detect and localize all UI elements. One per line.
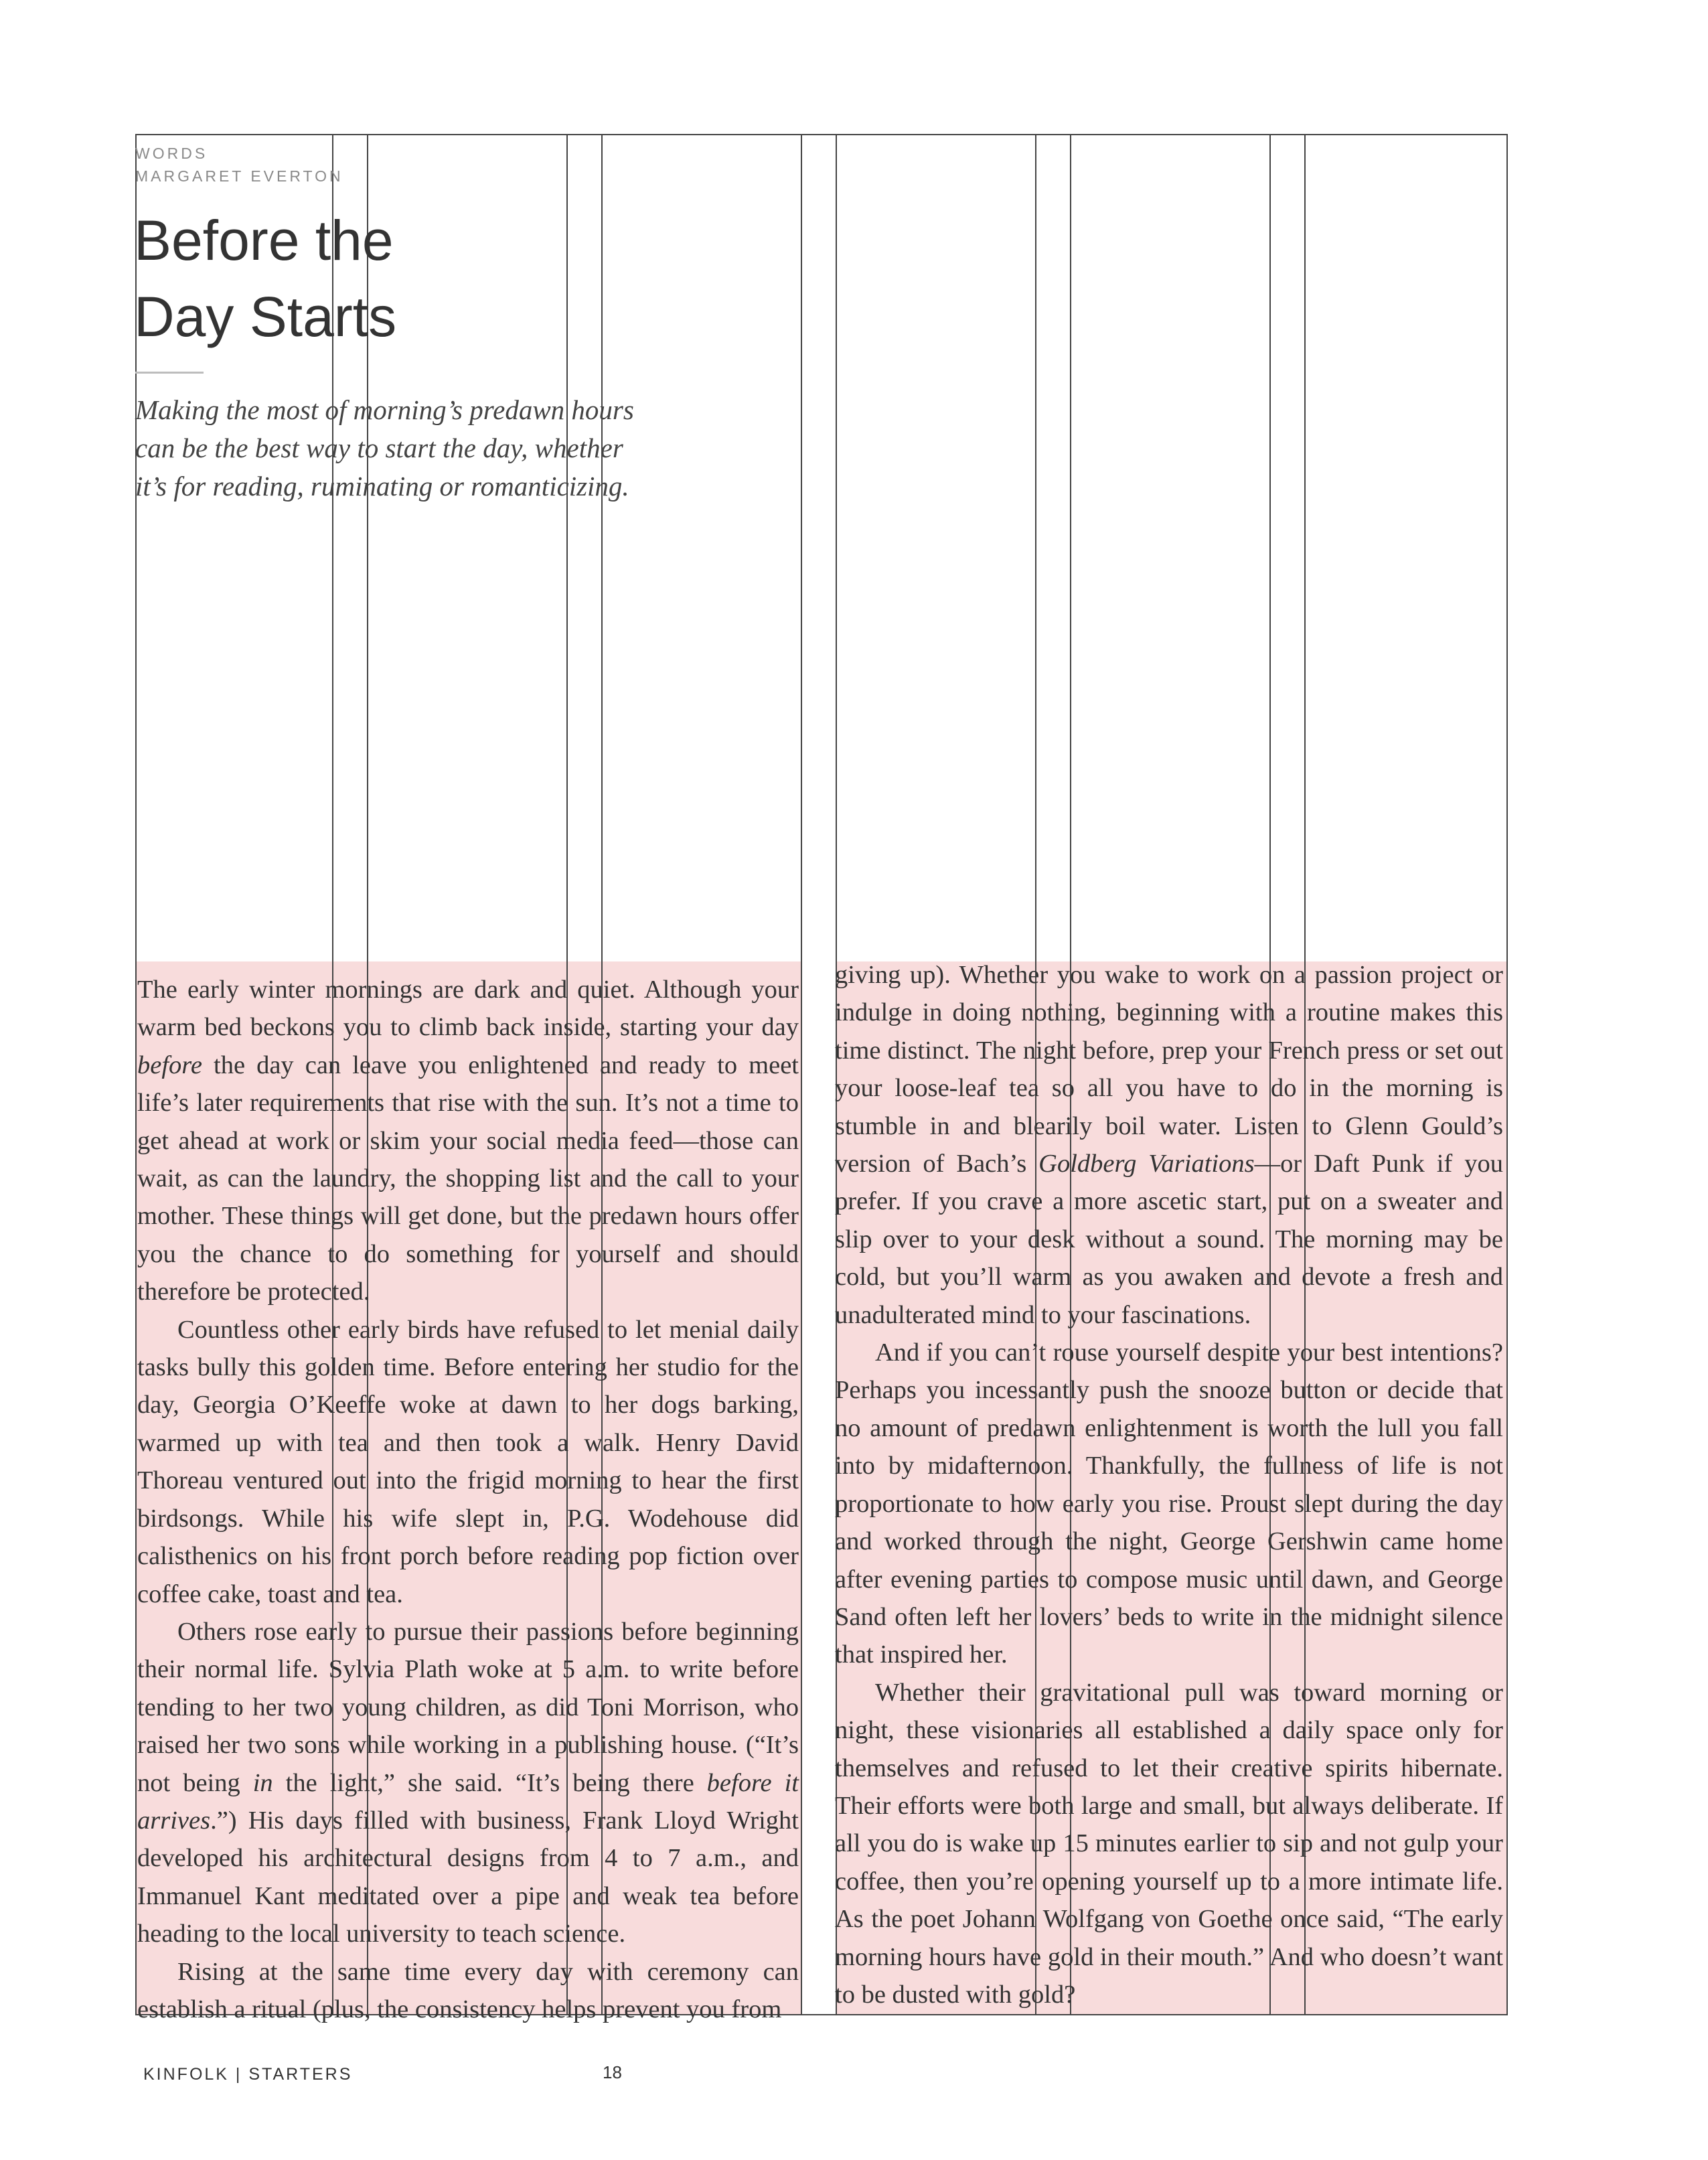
paragraph: Rising at the same time every day with ceremony can establish a ritual (plus, the consistency helps prevent you from	[137, 1957, 799, 2023]
body-column-left	[137, 971, 799, 2028]
paragraph-emphasis: before it arrives	[137, 1768, 799, 1835]
paragraph-emphasis: before	[137, 1051, 202, 1079]
paragraph-text: the light,” she said. “It’s being there	[273, 1768, 707, 1797]
footer-section-label: KINFOLK | STARTERS	[143, 2065, 353, 2084]
page-number: 18	[603, 2062, 622, 2082]
byline-author: MARGARET EVERTON	[135, 167, 343, 185]
dek-line-2: can be the best way to start the day, whether	[135, 433, 623, 463]
byline-label: WORDS	[135, 145, 208, 162]
paragraph-emphasis: in	[252, 1768, 273, 1797]
paragraph: Whether their gravitational pull was toward morning or night, these visionaries all established a daily space only for themselves and refused to let their creative spirits hibernate. Their efforts were both large and small, but always deliberate. If all you do is wake up 15 minutes earlier to sip and not gulp your coffee, then you’re opening yourself up to a more intimate life. As the poet Johann Wolfgang von Goethe once said, “The early morning hours have gold in their mouth.” And who doesn’t want to be dusted with gold?	[835, 1678, 1503, 2009]
article-dek	[135, 391, 634, 506]
paragraph	[835, 956, 1503, 1334]
paragraph-text: The early winter mornings are dark and quiet. Although your warm bed beckons you to climb back inside, starting your day	[137, 976, 799, 1042]
article-title	[134, 202, 396, 355]
title-line-2: Day Starts	[134, 285, 397, 348]
byline	[135, 142, 343, 187]
dek-line-1: Making the most of morning’s predawn hours	[135, 394, 634, 425]
paragraph: And if you can’t rouse yourself despite your best intentions? Perhaps you incessantly push the snooze button or decide that no amount of predawn enlightenment is worth the lull you fall into by midafternoon. Thankfully, the fullness of life is not proportionate to how early you rise. Proust slept during the day and worked through the night, George Gershwin came home after evening parties to compose music until dawn, and George Sand often left her lovers’ beds to write in the midnight silence that inspired her.	[835, 1338, 1503, 1669]
paragraph-text: —or Daft Punk if you prefer. If you crave a more ascetic start, put on a sweater and slip over to your desk without a sound. The morning may be cold, but you’ll warm as you awaken and devote a fresh and unadulterated mind to your fascinations.	[835, 1150, 1503, 1329]
paragraph-text: giving up). Whether you wake to work on a passion project or indulge in doing nothing, beginning with a routine makes this time distinct. The night before, prep your French press or set out your loose-leaf tea so all you have to do in the morning is stumble in and blearily boil water. Listen to Glenn Gould’s version of Bach’s	[835, 961, 1503, 1178]
body-column-right	[835, 956, 1503, 2013]
guide-line	[801, 134, 802, 2015]
title-line-1: Before the	[134, 209, 394, 272]
paragraph-text: Others rose early to pursue their passions before beginning their normal life. Sylvia Plath woke at 5 a.m. to write before tending to her two young children, as did Toni Morrison, who raised her two sons while working in a publishing house. (“It’s not being	[137, 1617, 799, 1797]
paragraph: Countless other early birds have refused to let menial daily tasks bully this golden time. Before entering her studio for the day, Georgia O’Keeffe woke at dawn to her dogs barking, warmed up with tea and then took a walk. Henry David Thoreau ventured out into the frigid morning to hear the first birdsongs. While his wife slept in, P.G. Wodehouse did calisthenics on his front porch before reading pop fiction over coffee cake, toast and tea.	[137, 1315, 799, 1608]
paragraph-text: the day can leave you enlightened and ready to meet life’s later requirements that rise with the sun. It’s not a time to get ahead at work or skim your social media feed—those can wait, as can the laundry, the shopping list and the call to your mother. These things will get done, but the predawn hours offer you the chance to do something for yourself and should therefore be protected.	[137, 1051, 799, 1306]
dek-line-3: it’s for reading, ruminating or romanticizing.	[135, 471, 629, 502]
paragraph	[137, 1613, 799, 1953]
paragraph-emphasis: Goldberg Variations	[1038, 1150, 1255, 1178]
paragraph	[137, 971, 799, 1311]
paragraph-text: .”) His days filled with business, Frank Lloyd Wright developed his architectural designs from 4 to 7 a.m., and Immanuel Kant meditated over a pipe and weak tea before heading to the local university to teach science.	[137, 1806, 799, 1948]
title-divider	[135, 372, 204, 374]
